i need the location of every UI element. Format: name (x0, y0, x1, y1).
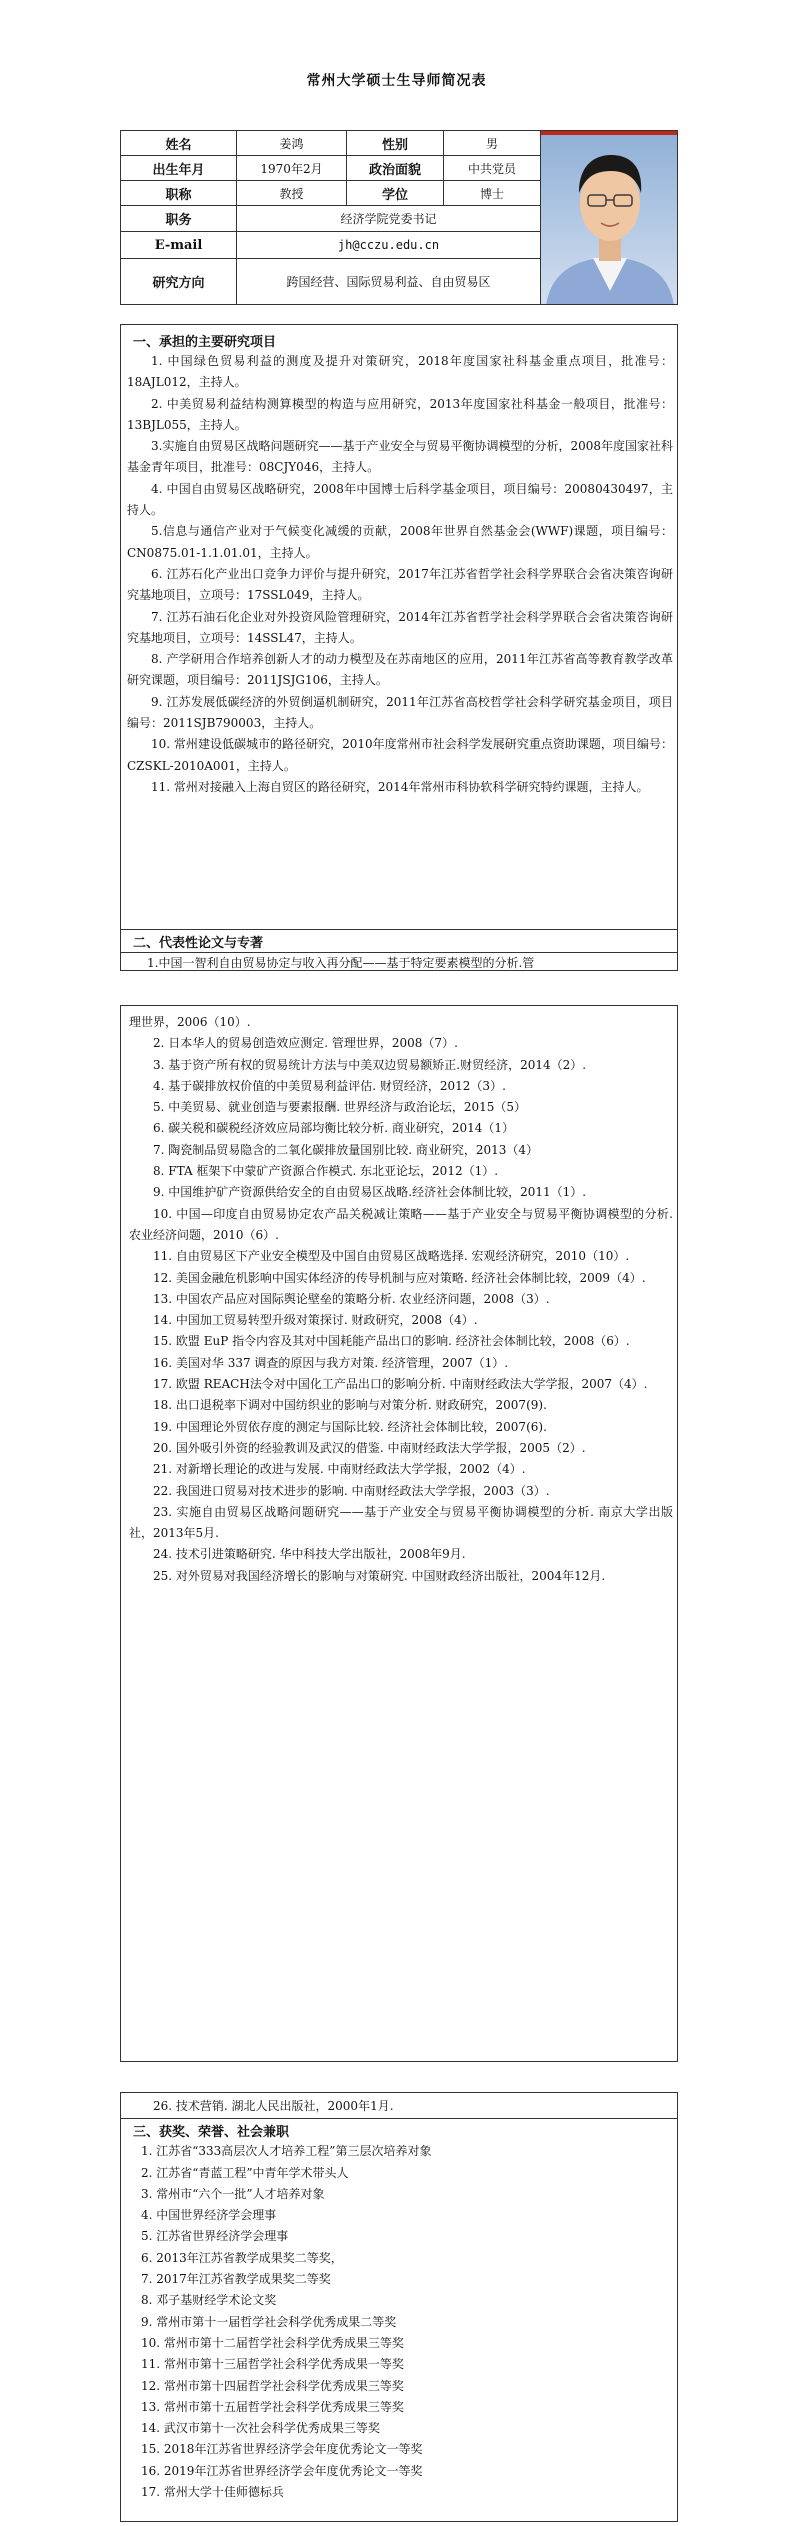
project-item: 3.实施自由贸易区战略问题研究——基于产业安全与贸易平衡协调模型的分析，2008年度国家社科基金青年项目，批准号：08CJY046，主持人。 (127, 439, 673, 475)
paper-item: 7. 陶瓷制品贸易隐含的二氧化碳排放量国别比较. 商业研究，2013（4） (153, 1142, 539, 1157)
paper-item: 9. 中国维护矿产资源供给安全的自由贸易区战略.经济社会体制比较，2011（1）. (153, 1185, 587, 1200)
paper-item: 8. FTA 框架下中蒙矿产资源合作模式. 东北亚论坛，2012（1）. (153, 1164, 499, 1179)
project-item: 5.信息与通信产业对于气候变化减缓的贡献，2008年世界自然基金会(WWF)课题，项目编号：CN0875.01-1.1.01.01，主持人。 (127, 524, 673, 560)
award-item: 16. 2019年江苏省世界经济学会年度优秀论文一等奖 (141, 2463, 423, 2478)
position-value: 经济学院党委书记 (236, 205, 541, 232)
gender-value: 男 (443, 130, 541, 156)
paper-item: 12. 美国金融危机影响中国实体经济的传导机制与应对策略. 经济社会体制比较，2009（4）. (153, 1270, 646, 1285)
name-label: 姓名 (120, 130, 237, 156)
paper-item: 20. 国外吸引外资的经验教训及武汉的借鉴. 中南财经政法大学学报，2005（2）. (153, 1440, 586, 1455)
award-item: 7. 2017年江苏省教学成果奖二等奖 (141, 2272, 331, 2287)
paper-item: 23. 实施自由贸易区战略问题研究——基于产业安全与贸易平衡协调模型的分析. 南京大学出版社，2013年5月. (129, 1504, 673, 1541)
awards-heading: 三、获奖、荣誉、社会兼职 (133, 2125, 290, 2141)
paper-item: 13. 中国农产品应对国际舆论壁垒的策略分析. 农业经济问题，2008（3）. (153, 1291, 550, 1306)
awards-section (120, 2092, 678, 2522)
paper-item: 11. 自由贸易区下产业安全模型及中国自由贸易区战略选择. 宏观经济研究，2010（10）. (153, 1249, 630, 1264)
paper-item: 15. 欧盟 EuP 指令内容及其对中国耗能产品出口的影响. 经济社会体制比较，2008（6）. (153, 1334, 630, 1349)
paper-item: 2. 日本华人的贸易创造效应测定. 管理世界，2008（7）. (153, 1036, 458, 1051)
award-item: 3. 常州市“六个一批”人才培养对象 (141, 2186, 325, 2201)
project-item: 11. 常州对接融入上海自贸区的路径研究，2014年常州市科协软科学研究特约课题，主持人。 (151, 779, 649, 794)
paper-item: 6. 碳关税和碳税经济效应局部均衡比较分析. 商业研究，2014（1） (153, 1121, 515, 1136)
award-item: 2. 江苏省“青蓝工程”中青年学术带头人 (141, 2165, 349, 2180)
paper-item: 17. 欧盟 REACH法令对中国化工产品出口的影响分析. 中南财经政法大学学报，2007（4）. (153, 1377, 648, 1392)
award-item: 12. 常州市第十四届哲学社会科学优秀成果三等奖 (141, 2378, 404, 2393)
profile-table (120, 130, 678, 325)
projects-list (121, 351, 677, 798)
award-item: 8. 邓子基财经学术论文奖 (141, 2293, 277, 2308)
research-value: 跨国经营、国际贸易利益、自由贸易区 (236, 258, 541, 305)
award-item: 5. 江苏省世界经济学会理事 (141, 2229, 289, 2244)
paper-item: 18. 出口退税率下调对中国纺织业的影响与对策分析. 财政研究，2007(9). (153, 1398, 547, 1413)
birth-value: 1970年2月 (236, 155, 347, 181)
paper-item: 5. 中美贸易、就业创造与要素报酬. 世界经济与政治论坛，2015（5） (153, 1100, 527, 1115)
award-item: 4. 中国世界经济学会理事 (141, 2208, 277, 2223)
title-value: 教授 (236, 180, 347, 206)
email-value: jh@cczu.edu.cn (236, 231, 541, 259)
awards-list (121, 2141, 677, 2503)
papers-section (120, 1005, 678, 2062)
papers-heading: 二、代表性论文与专著 (121, 930, 677, 953)
award-item: 1. 江苏省“333高层次人才培养工程”第三层次培养对象 (141, 2144, 432, 2159)
research-label: 研究方向 (120, 258, 237, 305)
paper-item: 4. 基于碳排放权价值的中美贸易利益评估. 财贸经济，2012（3）. (153, 1078, 506, 1093)
award-item: 11. 常州市第十三届哲学社会科学优秀成果一等奖 (141, 2357, 404, 2372)
project-item: 2. 中美贸易利益结构测算模型的构造与应用研究，2013年度国家社科基金一般项目，批准号：13BJL055，主持人。 (127, 396, 673, 432)
birth-label: 出生年月 (120, 155, 237, 181)
paper-item: 10. 中国—印度自由贸易协定农产品关税减让策略——基于产业安全与贸易平衡协调模型的分析. 农业经济问题，2010（6）. (129, 1206, 673, 1242)
award-item: 17. 常州大学十佳师德标兵 (141, 2485, 284, 2500)
project-item: 10. 常州建设低碳城市的路径研究，2010年度常州市社会科学发展研究重点资助课题，项目编号：CZSKL-2010A001，主持人。 (127, 737, 673, 773)
portrait-photo (540, 130, 678, 305)
page-title: 常州大学硕士生导师简况表 (306, 73, 487, 89)
projects-section (120, 324, 678, 971)
paper-item: 理世界，2006（10）. (129, 1015, 251, 1029)
paper-item: 26. 技术营销. 湖北人民出版社，2000年1月. (121, 2093, 677, 2119)
paper-item: 21. 对新增长理论的改进与发展. 中南财经政法大学学报，2002（4）. (153, 1462, 526, 1477)
paper-item: 22. 我国进口贸易对技术进步的影响. 中南财经政法大学学报，2003（3）. (153, 1483, 550, 1498)
paper-item: 3. 基于资产所有权的贸易统计方法与中美双边贸易额矫正.财贸经济，2014（2）. (153, 1057, 587, 1072)
paper-item: 19. 中国理论外贸依存度的测定与国际比较. 经济社会体制比较，2007(6). (153, 1419, 547, 1434)
award-item: 10. 常州市第十二届哲学社会科学优秀成果三等奖 (141, 2335, 404, 2350)
project-item: 4. 中国自由贸易区战略研究，2008年中国博士后科学基金项目，项目编号：20080430497，主持人。 (127, 481, 673, 518)
award-item: 9. 常州市第十一届哲学社会科学优秀成果二等奖 (141, 2314, 397, 2329)
degree-value: 博士 (443, 180, 541, 206)
projects-heading: 一、承担的主要研究项目 (133, 335, 277, 350)
paper-item: 14. 中国加工贸易转型升级对策探讨. 财政研究，2008（4）. (153, 1313, 478, 1328)
project-item: 7. 江苏石油石化企业对外投资风险管理研究，2014年江苏省哲学社会科学界联合会省决策咨询研究基地项目，立项号：14SSL47，主持人。 (127, 609, 673, 645)
position-label: 职务 (120, 205, 237, 232)
political-label: 政治面貌 (346, 155, 444, 181)
title-label: 职称 (120, 180, 237, 206)
project-item: 9. 江苏发展低碳经济的外贸倒逼机制研究，2011年江苏省高校哲学社会科学研究基金项目，项目编号：2011SJB790003，主持人。 (127, 694, 673, 731)
award-item: 13. 常州市第十五届哲学社会科学优秀成果三等奖 (141, 2399, 404, 2414)
paper-item: 24. 技术引进策略研究. 华中科技大学出版社，2008年9月. (153, 1547, 466, 1562)
political-value: 中共党员 (443, 155, 541, 181)
award-item: 6. 2013年江苏省教学成果奖二等奖， (141, 2250, 343, 2265)
paper-item: 1.中国一智利自由贸易协定与收入再分配——基于特定要素模型的分析.管 (147, 956, 535, 970)
paper-item: 16. 美国对华 337 调查的原因与我方对策. 经济管理，2007（1）. (153, 1355, 509, 1370)
portrait-image (541, 131, 678, 305)
project-item: 6. 江苏石化产业出口竞争力评价与提升研究，2017年江苏省哲学社会科学界联合会省决策咨询研究基地项目，立项号：17SSL049，主持人。 (127, 566, 673, 603)
gender-label: 性别 (346, 130, 444, 156)
paper-item: 25. 对外贸易对我国经济增长的影响与对策研究. 中国财政经济出版社，2004年12月. (153, 1568, 606, 1583)
name-value: 姜鸿 (236, 130, 347, 156)
award-item: 14. 武汉市第十一次社会科学优秀成果三等奖 (141, 2421, 380, 2436)
degree-label: 学位 (346, 180, 444, 206)
email-label: E-mail (120, 231, 237, 259)
project-item: 1. 中国绿色贸易利益的测度及提升对策研究，2018年度国家社科基金重点项目，批准号：18AJL012，主持人。 (127, 354, 673, 390)
award-item: 15. 2018年江苏省世界经济学会年度优秀论文一等奖 (141, 2442, 423, 2457)
papers-list (121, 1012, 677, 1587)
project-item: 8. 产学研用合作培养创新人才的动力模型及在苏南地区的应用，2011年江苏省高等教育教学改革研究课题，项目编号：2011JSJG106，主持人。 (127, 652, 673, 688)
